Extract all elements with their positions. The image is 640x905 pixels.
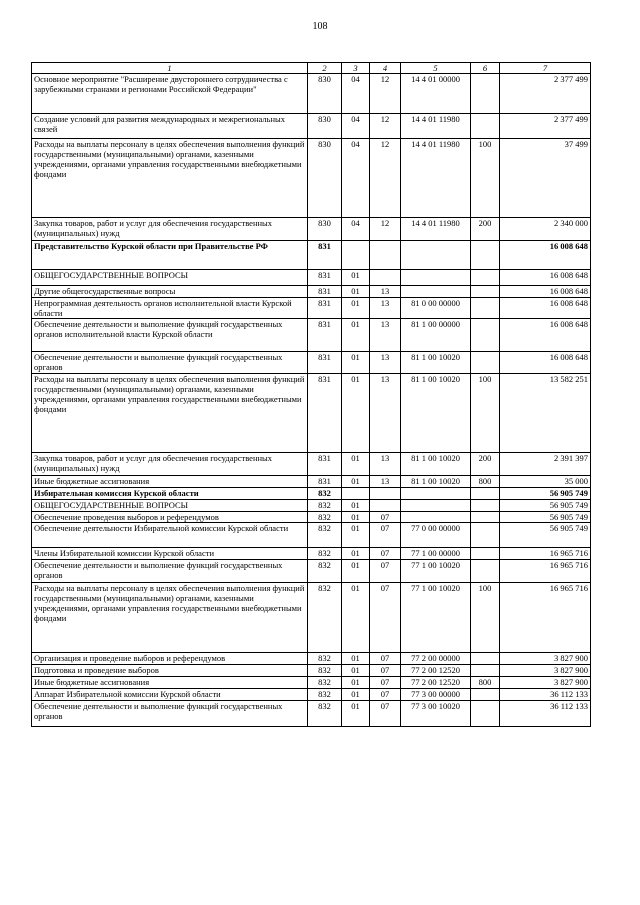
row-ministry-code: 832 [308, 689, 342, 701]
row-ministry-code: 832 [308, 665, 342, 677]
row-name: Члены Избирательной комиссии Курской области [32, 548, 308, 560]
row-name: Обеспечение деятельности и выполнение функций государственных органов [32, 352, 308, 374]
row-section: 01 [342, 512, 370, 523]
row-expense-type [471, 512, 500, 523]
table-row [32, 665, 591, 677]
row-ministry-code: 832 [308, 488, 342, 500]
row-target-article: 77 3 00 00000 [401, 689, 471, 701]
row-expense-type [471, 241, 500, 270]
row-subsection: 13 [370, 319, 401, 352]
row-ministry-code: 831 [308, 476, 342, 488]
row-subsection [370, 500, 401, 512]
row-amount: 56 905 749 [500, 488, 591, 500]
table-row [32, 583, 591, 653]
row-amount: 2 377 499 [500, 114, 591, 139]
row-ministry-code: 830 [308, 218, 342, 241]
row-amount: 16 008 648 [500, 286, 591, 298]
row-subsection: 07 [370, 512, 401, 523]
row-target-article: 81 1 00 00000 [401, 319, 471, 352]
row-amount: 56 905 749 [500, 500, 591, 512]
table-row [32, 298, 591, 319]
table-row [32, 241, 591, 270]
row-target-article [401, 270, 471, 286]
row-expense-type [471, 319, 500, 352]
row-amount: 16 008 648 [500, 270, 591, 286]
table-row [32, 488, 591, 500]
row-amount: 16 965 716 [500, 560, 591, 583]
row-subsection [370, 488, 401, 500]
row-ministry-code: 831 [308, 270, 342, 286]
row-expense-type [471, 548, 500, 560]
row-section: 01 [342, 560, 370, 583]
row-ministry-code: 832 [308, 653, 342, 665]
row-name: Основное мероприятие "Расширение двустороннего сотрудничества с зарубежными странами и регионами Российской Федерации" [32, 74, 308, 114]
row-amount: 36 112 133 [500, 701, 591, 727]
row-ministry-code: 832 [308, 583, 342, 653]
table-row [32, 286, 591, 298]
table-row [32, 352, 591, 374]
row-expense-type [471, 653, 500, 665]
row-section [342, 241, 370, 270]
row-target-article [401, 241, 471, 270]
row-name: Расходы на выплаты персоналу в целях обеспечения выполнения функций государственными (муниципальными) органами, казенными учреждениями, органами управления государственными внебюджетными фондами [32, 374, 308, 453]
row-target-article: 77 2 00 12520 [401, 677, 471, 689]
column-header: 3 [342, 63, 370, 74]
row-amount: 2 340 000 [500, 218, 591, 241]
row-amount: 2 377 499 [500, 74, 591, 114]
row-subsection [370, 270, 401, 286]
row-target-article: 81 1 00 10020 [401, 352, 471, 374]
row-section: 01 [342, 453, 370, 476]
row-target-article: 81 1 00 10020 [401, 476, 471, 488]
row-section: 01 [342, 583, 370, 653]
row-target-article: 77 2 00 12520 [401, 665, 471, 677]
row-ministry-code: 832 [308, 512, 342, 523]
row-section: 01 [342, 319, 370, 352]
row-subsection: 07 [370, 583, 401, 653]
row-target-article: 77 1 00 10020 [401, 560, 471, 583]
row-section: 01 [342, 298, 370, 319]
row-target-article: 81 0 00 00000 [401, 298, 471, 319]
row-section: 04 [342, 74, 370, 114]
row-name: Непрограммная деятельность органов исполнительной власти Курской области [32, 298, 308, 319]
page-number: 108 [312, 21, 328, 32]
row-target-article: 77 0 00 00000 [401, 523, 471, 548]
row-expense-type: 800 [471, 677, 500, 689]
row-name: ОБЩЕГОСУДАРСТВЕННЫЕ ВОПРОСЫ [32, 500, 308, 512]
row-subsection: 13 [370, 298, 401, 319]
row-target-article: 77 1 00 00000 [401, 548, 471, 560]
row-section: 01 [342, 689, 370, 701]
table-row [32, 677, 591, 689]
column-header: 7 [500, 63, 591, 74]
column-header: 1 [32, 63, 308, 74]
table-row [32, 701, 591, 727]
row-subsection: 07 [370, 677, 401, 689]
table-row [32, 560, 591, 583]
row-expense-type [471, 114, 500, 139]
row-ministry-code: 831 [308, 453, 342, 476]
row-expense-type [471, 74, 500, 114]
row-expense-type [471, 352, 500, 374]
row-expense-type: 100 [471, 139, 500, 218]
row-expense-type [471, 665, 500, 677]
row-subsection: 13 [370, 453, 401, 476]
row-ministry-code: 831 [308, 286, 342, 298]
row-expense-type: 200 [471, 453, 500, 476]
row-ministry-code: 832 [308, 677, 342, 689]
row-subsection: 07 [370, 653, 401, 665]
row-subsection: 07 [370, 523, 401, 548]
row-target-article [401, 500, 471, 512]
row-expense-type [471, 270, 500, 286]
row-amount: 16 008 648 [500, 241, 591, 270]
row-subsection: 13 [370, 476, 401, 488]
row-subsection: 13 [370, 374, 401, 453]
row-name: Обеспечение проведения выборов и референдумов [32, 512, 308, 523]
row-amount: 56 905 749 [500, 523, 591, 548]
row-subsection: 07 [370, 701, 401, 727]
row-amount: 2 391 397 [500, 453, 591, 476]
row-target-article: 77 2 00 00000 [401, 653, 471, 665]
table-row [32, 512, 591, 523]
row-amount: 37 499 [500, 139, 591, 218]
table-row [32, 139, 591, 218]
table-row [32, 453, 591, 476]
row-name: ОБЩЕГОСУДАРСТВЕННЫЕ ВОПРОСЫ [32, 270, 308, 286]
row-expense-type [471, 298, 500, 319]
row-ministry-code: 832 [308, 548, 342, 560]
row-name: Закупка товаров, работ и услуг для обеспечения государственных (муниципальных) нужд [32, 218, 308, 241]
row-target-article: 77 1 00 10020 [401, 583, 471, 653]
row-amount: 16 965 716 [500, 583, 591, 653]
table-row [32, 689, 591, 701]
row-section: 04 [342, 139, 370, 218]
table-row [32, 500, 591, 512]
row-ministry-code: 831 [308, 352, 342, 374]
row-name: Обеспечение деятельности и выполнение функций государственных органов [32, 560, 308, 583]
table-row [32, 114, 591, 139]
row-section: 01 [342, 352, 370, 374]
row-target-article: 14 4 01 00000 [401, 74, 471, 114]
row-subsection: 12 [370, 139, 401, 218]
row-target-article: 77 3 00 10020 [401, 701, 471, 727]
column-header: 2 [308, 63, 342, 74]
row-amount: 16 008 648 [500, 319, 591, 352]
row-section: 01 [342, 374, 370, 453]
row-ministry-code: 832 [308, 523, 342, 548]
row-name: Аппарат Избирательной комиссии Курской области [32, 689, 308, 701]
row-name: Другие общегосударственные вопросы [32, 286, 308, 298]
table-row [32, 218, 591, 241]
row-expense-type [471, 560, 500, 583]
row-subsection [370, 241, 401, 270]
row-expense-type [471, 500, 500, 512]
row-ministry-code: 831 [308, 241, 342, 270]
row-ministry-code: 830 [308, 114, 342, 139]
row-subsection: 12 [370, 74, 401, 114]
row-target-article: 14 4 01 11980 [401, 114, 471, 139]
column-header: 6 [471, 63, 500, 74]
table-row [32, 374, 591, 453]
row-target-article: 14 4 01 11980 [401, 218, 471, 241]
row-expense-type: 200 [471, 218, 500, 241]
table-row [32, 476, 591, 488]
row-name: Избирательная комиссия Курской области [32, 488, 308, 500]
table-row [32, 548, 591, 560]
column-header: 4 [370, 63, 401, 74]
budget-table [31, 62, 591, 727]
row-section: 01 [342, 500, 370, 512]
table-row [32, 270, 591, 286]
row-name: Иные бюджетные ассигнования [32, 677, 308, 689]
row-section: 01 [342, 476, 370, 488]
row-section: 01 [342, 523, 370, 548]
row-expense-type: 100 [471, 374, 500, 453]
row-subsection: 13 [370, 352, 401, 374]
row-name: Обеспечение деятельности и выполнение функций государственных органов [32, 701, 308, 727]
row-section: 01 [342, 286, 370, 298]
row-subsection: 07 [370, 665, 401, 677]
row-name: Обеспечение деятельности Избирательной комиссии Курской области [32, 523, 308, 548]
row-expense-type [471, 286, 500, 298]
row-subsection: 12 [370, 218, 401, 241]
table-row [32, 319, 591, 352]
row-target-article [401, 512, 471, 523]
row-amount: 16 008 648 [500, 352, 591, 374]
row-expense-type: 800 [471, 476, 500, 488]
row-expense-type [471, 689, 500, 701]
row-ministry-code: 831 [308, 298, 342, 319]
row-expense-type [471, 523, 500, 548]
row-section: 01 [342, 653, 370, 665]
row-amount: 16 965 716 [500, 548, 591, 560]
row-amount: 13 582 251 [500, 374, 591, 453]
row-subsection: 07 [370, 548, 401, 560]
row-target-article [401, 286, 471, 298]
row-amount: 3 827 900 [500, 665, 591, 677]
table-row [32, 653, 591, 665]
row-ministry-code: 830 [308, 139, 342, 218]
row-subsection: 07 [370, 560, 401, 583]
row-amount: 3 827 900 [500, 677, 591, 689]
row-section [342, 488, 370, 500]
row-section: 01 [342, 701, 370, 727]
row-ministry-code: 830 [308, 74, 342, 114]
table-header-row [32, 63, 591, 74]
column-header: 5 [401, 63, 471, 74]
row-section: 01 [342, 548, 370, 560]
row-section: 01 [342, 270, 370, 286]
row-name: Подготовка и проведение выборов [32, 665, 308, 677]
row-subsection: 12 [370, 114, 401, 139]
row-target-article: 81 1 00 10020 [401, 453, 471, 476]
row-name: Расходы на выплаты персоналу в целях обеспечения выполнения функций государственными (муниципальными) органами, казенными учреждениями, органами управления государственными внебюджетными фондами [32, 583, 308, 653]
row-target-article: 81 1 00 10020 [401, 374, 471, 453]
row-name: Представительство Курской области при Правительстве РФ [32, 241, 308, 270]
row-name: Создание условий для развития международных и межрегиональных связей [32, 114, 308, 139]
row-name: Расходы на выплаты персоналу в целях обеспечения выполнения функций государственными (муниципальными) органами, казенными учреждениями, органами управления государственными внебюджетными фондами [32, 139, 308, 218]
row-expense-type [471, 701, 500, 727]
row-section: 04 [342, 218, 370, 241]
row-amount: 16 008 648 [500, 298, 591, 319]
row-name: Организация и проведение выборов и референдумов [32, 653, 308, 665]
row-target-article [401, 488, 471, 500]
row-section: 01 [342, 677, 370, 689]
row-subsection: 13 [370, 286, 401, 298]
row-expense-type: 100 [471, 583, 500, 653]
row-ministry-code: 832 [308, 701, 342, 727]
table-row [32, 74, 591, 114]
row-subsection: 07 [370, 689, 401, 701]
row-name: Иные бюджетные ассигнования [32, 476, 308, 488]
row-ministry-code: 831 [308, 374, 342, 453]
row-name: Закупка товаров, работ и услуг для обеспечения государственных (муниципальных) нужд [32, 453, 308, 476]
row-name: Обеспечение деятельности и выполнение функций государственных органов исполнительной власти Курской области [32, 319, 308, 352]
row-section: 01 [342, 665, 370, 677]
table-row [32, 523, 591, 548]
row-amount: 3 827 900 [500, 653, 591, 665]
row-ministry-code: 832 [308, 560, 342, 583]
row-amount: 35 000 [500, 476, 591, 488]
row-target-article: 14 4 01 11980 [401, 139, 471, 218]
row-section: 04 [342, 114, 370, 139]
row-ministry-code: 831 [308, 319, 342, 352]
row-expense-type [471, 488, 500, 500]
row-ministry-code: 832 [308, 500, 342, 512]
row-amount: 36 112 133 [500, 689, 591, 701]
row-amount: 56 905 749 [500, 512, 591, 523]
